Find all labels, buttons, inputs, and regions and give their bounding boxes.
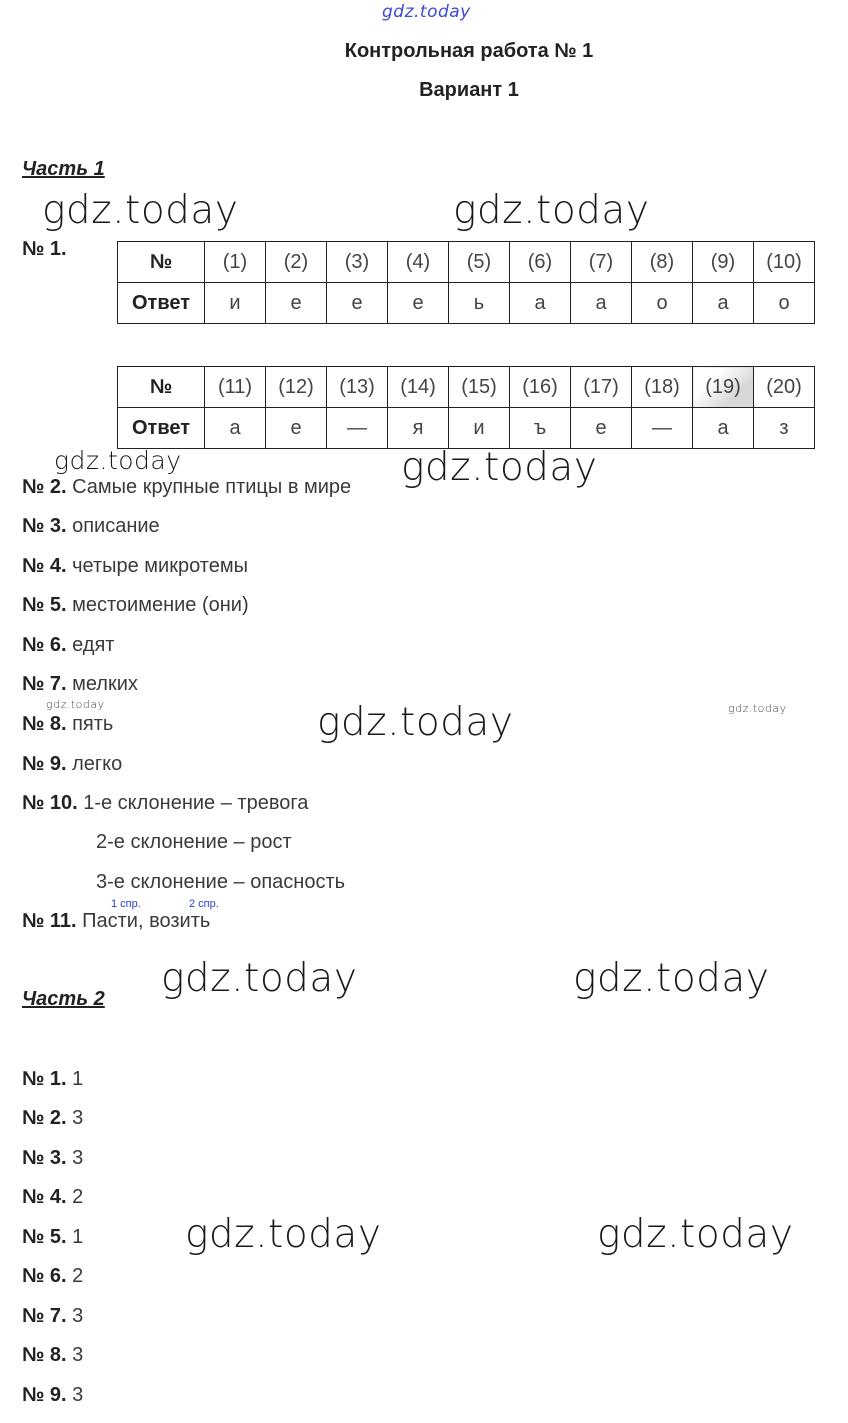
table-cell: (14) [388,367,449,408]
table-cell: (20) [754,367,815,408]
table-row-answers [118,283,815,324]
list-item: № 4. четыре микротемы [22,555,248,577]
watermark: gdz.today [453,188,650,233]
watermark: gdz.today [185,1212,382,1257]
list-item: № 6. 2 [22,1265,84,1287]
table-cell: е [266,408,327,449]
variant-title: Вариант 1 [419,79,519,101]
conjugation-note: 1 спр. [111,898,141,910]
list-item: № 11. Пасти, возить [22,910,211,932]
watermark: gdz.today [597,1212,794,1257]
table-row-answers [118,408,815,449]
list-item: № 2. 3 [22,1107,84,1129]
table-cell: (15) [449,367,510,408]
list-item: № 9. легко [22,753,123,775]
table-cell: (11) [205,367,266,408]
list-item-continuation: 3-е склонение – опасность [96,871,346,893]
table-cell: (9) [693,242,754,283]
list-item: № 1. 1 [22,1068,84,1090]
table-cell: (18) [632,367,693,408]
list-item: № 7. 3 [22,1305,84,1327]
table-cell: а [571,283,632,324]
part1-heading: Часть 1 [22,158,105,180]
table-cell: е [266,283,327,324]
table-cell: я [388,408,449,449]
watermark: gdz.today [573,956,770,1001]
watermark: gdz.today [317,700,514,745]
table-cell: е [388,283,449,324]
conjugation-note: 2 спр. [189,898,219,910]
table-header-no: № [118,242,205,283]
table-cell: — [632,408,693,449]
answers-table-2 [117,366,815,449]
table-cell: (5) [449,242,510,283]
list-item: № 5. местоимение (они) [22,594,249,616]
watermark: gdz.today [728,702,787,715]
list-item: № 5. 1 [22,1226,84,1248]
table-row-numbers [118,242,815,283]
task1-label: № 1. [22,238,67,260]
table-cell: (2) [266,242,327,283]
table-header-answer: Ответ [118,283,205,324]
table-cell: (16) [510,367,571,408]
table-cell: (6) [510,242,571,283]
watermark: gdz.today [46,698,105,711]
table-cell: а [205,408,266,449]
page-title: Контрольная работа № 1 [344,40,594,62]
table-cell: и [449,408,510,449]
table-cell: и [205,283,266,324]
table-cell: е [327,283,388,324]
list-item: № 3. описание [22,515,160,537]
table-cell: о [754,283,815,324]
table-header-no: № [118,367,205,408]
list-item: № 10. 1-е склонение – тревога [22,792,309,814]
list-item-continuation: 2-е склонение – рост [96,831,292,853]
table-cell: (7) [571,242,632,283]
table-header-answer: Ответ [118,408,205,449]
table-cell: о [632,283,693,324]
table-cell: (3) [327,242,388,283]
table-cell: (1) [205,242,266,283]
table-cell: а [510,283,571,324]
list-item: № 8. 3 [22,1344,84,1366]
watermark: gdz.today [161,956,358,1001]
list-item: № 3. 3 [22,1147,84,1169]
part2-heading: Часть 2 [22,988,105,1010]
watermark: gdz.today [401,445,598,490]
table-cell: (4) [388,242,449,283]
list-item: № 2. Самые крупные птицы в мире [22,476,352,498]
watermark: gdz.today [54,446,182,475]
table-cell: з [754,408,815,449]
table-cell: — [327,408,388,449]
table-cell: (19) [693,367,754,408]
watermark: gdz.today [42,188,239,233]
table-cell: (13) [327,367,388,408]
table-cell: (8) [632,242,693,283]
table-cell: а [693,283,754,324]
table-cell: ь [449,283,510,324]
table-cell: (12) [266,367,327,408]
table-cell: е [571,408,632,449]
table-cell: а [693,408,754,449]
watermark-top: gdz.today [382,2,471,22]
table-cell: (10) [754,242,815,283]
list-item: № 9. 3 [22,1384,84,1406]
list-item: № 4. 2 [22,1186,84,1208]
table-cell: ъ [510,408,571,449]
list-item: № 6. едят [22,634,115,656]
answers-table-1 [117,241,815,324]
table-row-numbers [118,367,815,408]
list-item: № 7. мелких [22,673,138,695]
list-item: № 8. пять [22,713,114,735]
table-cell: (17) [571,367,632,408]
